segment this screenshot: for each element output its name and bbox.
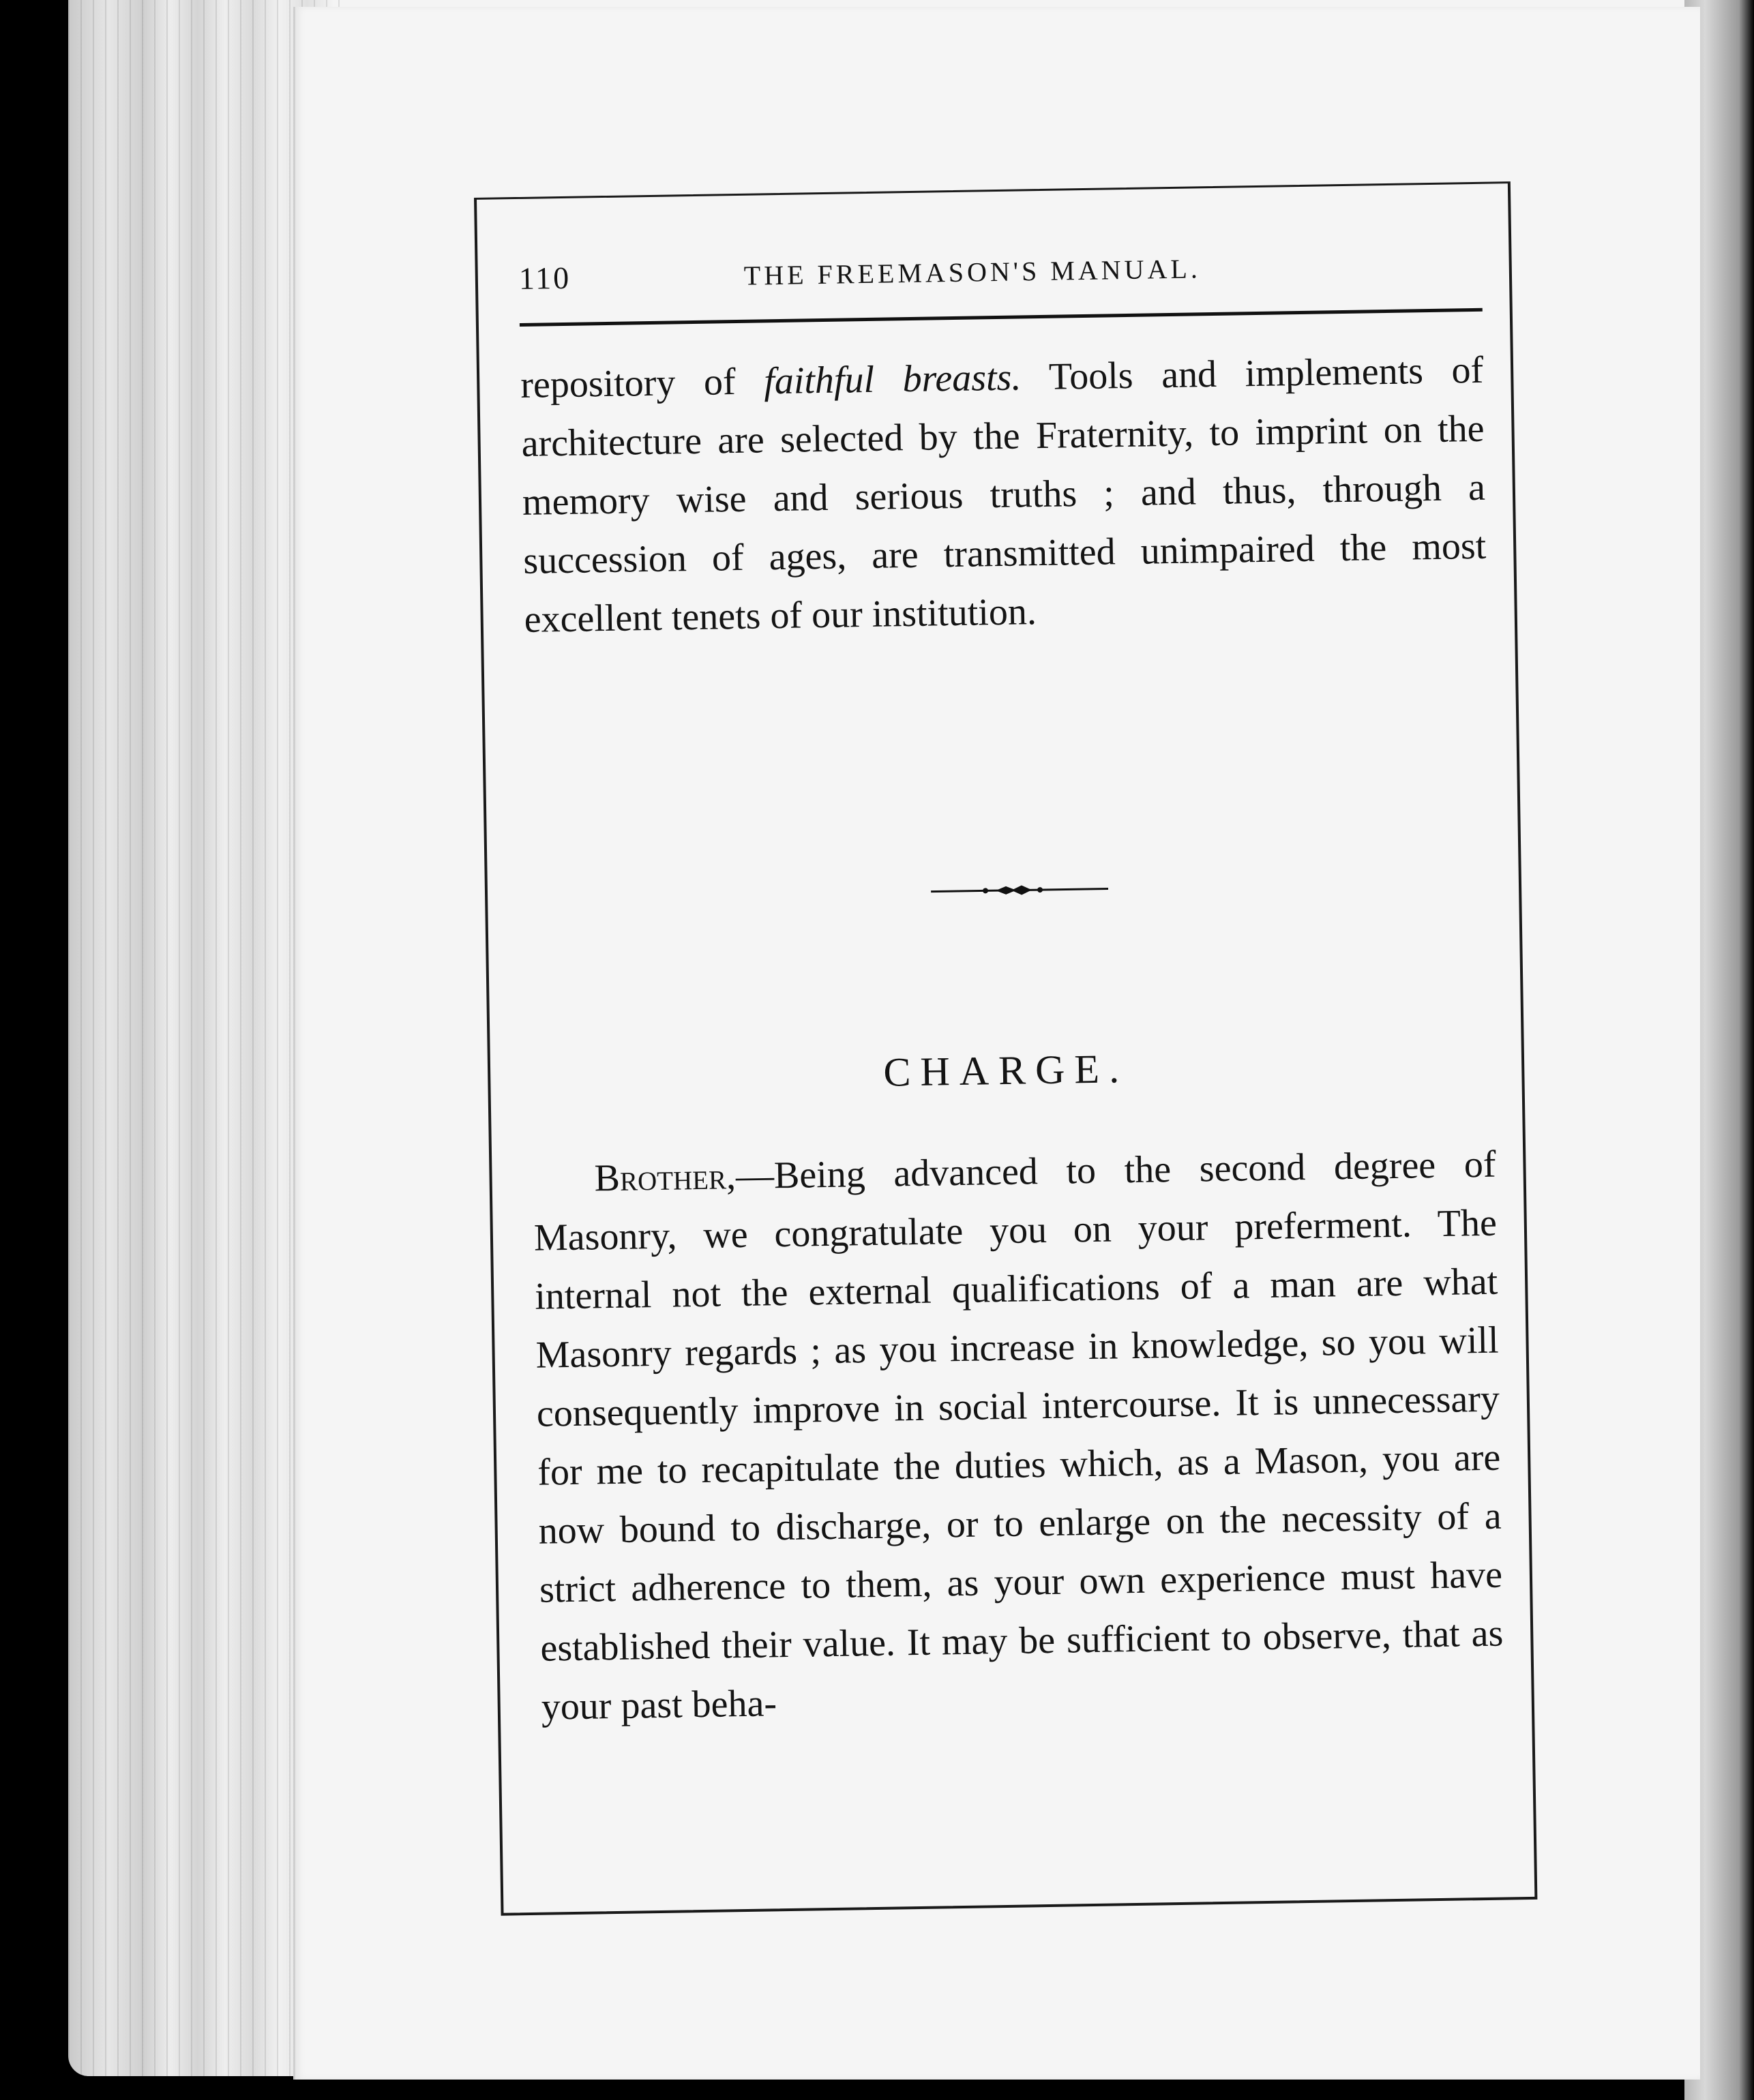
section-heading: CHARGE. [882,1046,1129,1095]
paragraph-2-rest: —Being advanced to the second degree of Masonry, we congratulate you on your preferment. The internal not the external qualifications of a man are what Masonry regards ; as you increase in knowledge, so you will consequently improve in social intercourse. It is unnecessary for me to recapitulate the duties which, as a Mason, you are now bound to discharge, or to enlarge on the necessity of a strict adherence to them, as your own experience must have established their value. It may be sufficient to observe, that as your past beha- [533,1143,1504,1728]
page-header [518,245,1474,301]
paragraph-2 [533,1135,1504,1737]
paragraph-1-rest: Tools and implements of architecture are selected by the Fraternity, to imprint on the memory wise and serious truths ; and thus, through a succession of ages, are transmitted unimpaired the most excellent tenets of our institution. [521,348,1487,641]
paragraph-1 [520,341,1488,649]
paragraph-1-lead: repository of [520,360,764,406]
ornament-divider [931,882,1108,899]
text-frame [474,181,1537,1916]
paragraph-2-salutation: Brother, [594,1155,737,1200]
header-rule [520,308,1483,327]
page-number: 110 [518,260,571,296]
paragraph-1-italic: faithful breasts. [763,356,1022,403]
running-title: THE FREEMASON'S MANUAL. [743,253,1202,291]
